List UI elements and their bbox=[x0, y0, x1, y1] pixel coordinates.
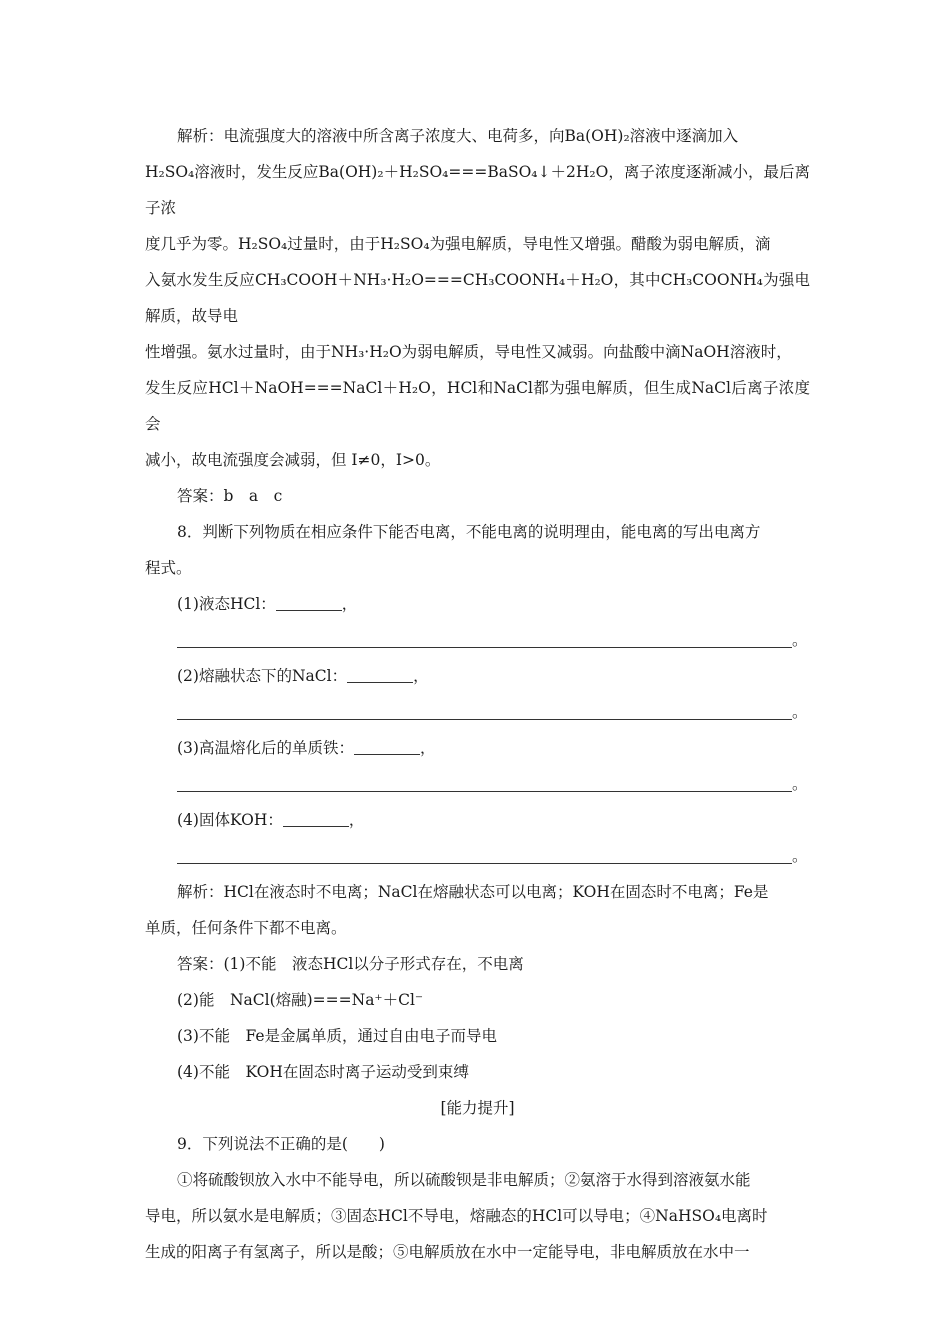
answer-line: (3)不能 Fe是金属单质，通过自由电子而导电 bbox=[177, 1027, 498, 1045]
answer-line: 答案：(1)不能 液态HCl以分子形式存在，不电离 bbox=[177, 955, 524, 973]
analysis-line: 性增强。氨水过量时，由于NH₃·H₂O为弱电解质，导电性又减弱。向盐酸中滴NaOH溶液时， bbox=[145, 343, 792, 361]
answer-blank-line[interactable]: 。 bbox=[145, 694, 810, 730]
question-8-item-4: (4)固体KOH： ， bbox=[145, 802, 810, 838]
analysis-line: H₂SO₄溶液时，发生反应Ba(OH)₂＋H₂SO₄===BaSO₄↓＋2H₂O，离子浓度逐渐减小，最后离子浓 bbox=[145, 163, 810, 217]
section-title: [能力提升] bbox=[440, 1099, 515, 1117]
answer-line: 答案：b a c bbox=[177, 487, 283, 505]
analysis-line: 减小，故电流强度会减弱，但 I≠0，I>0。 bbox=[145, 451, 441, 469]
question-8-stem: 程式。 bbox=[145, 559, 192, 577]
answer-blank[interactable] bbox=[354, 734, 420, 755]
analysis-line: 发生反应HCl＋NaOH===NaCl＋H₂O，HCl和NaCl都为强电解质，但生成NaCl后离子浓度会 bbox=[145, 379, 810, 433]
question-9-stem: 9．下列说法不正确的是( ) bbox=[177, 1135, 385, 1153]
answer-line: (2)能 NaCl(熔融)===Na⁺＋Cl⁻ bbox=[177, 991, 424, 1009]
question-8-item-1: (1)液态HCl： ， bbox=[145, 586, 810, 622]
answer-blank-line[interactable]: 。 bbox=[145, 766, 810, 802]
analysis-line: 解析：HCl在液态时不电离；NaCl在熔融状态可以电离；KOH在固态时不电离；Fe是 bbox=[177, 883, 769, 901]
answer-blank-line[interactable]: 。 bbox=[145, 622, 810, 658]
question-8-stem: 8．判断下列物质在相应条件下能否电离，不能电离的说明理由，能电离的写出电离方 bbox=[177, 523, 761, 541]
question-9-line: 导电，所以氨水是电解质；③固态HCl不导电，熔融态的HCl可以导电；④NaHSO₄电离时 bbox=[145, 1207, 768, 1225]
question-9-line: ①将硫酸钡放入水中不能导电，所以硫酸钡是非电解质；②氨溶于水得到溶液氨水能 bbox=[177, 1171, 751, 1189]
question-9-line: 生成的阳离子有氢离子，所以是酸；⑤电解质放在水中一定能导电，非电解质放在水中一 bbox=[145, 1243, 750, 1261]
document-page bbox=[145, 118, 810, 1270]
question-8-item-3: (3)高温熔化后的单质铁： ， bbox=[145, 730, 810, 766]
answer-blank[interactable] bbox=[276, 590, 342, 611]
answer-line: (4)不能 KOH在固态时离子运动受到束缚 bbox=[177, 1063, 469, 1081]
answer-blank[interactable] bbox=[283, 806, 349, 827]
analysis-line: 入氨水发生反应CH₃COOH＋NH₃·H₂O===CH₃COONH₄＋H₂O，其中CH₃COONH₄为强电解质，故导电 bbox=[145, 271, 810, 325]
analysis-line: 单质，任何条件下都不电离。 bbox=[145, 919, 347, 937]
question-8-item-2: (2)熔融状态下的NaCl： ， bbox=[145, 658, 810, 694]
answer-blank-line[interactable]: 。 bbox=[145, 838, 810, 874]
answer-blank[interactable] bbox=[347, 662, 413, 683]
analysis-line: 解析：电流强度大的溶液中所含离子浓度大、电荷多，向Ba(OH)₂溶液中逐滴加入 bbox=[177, 127, 739, 145]
analysis-line: 度几乎为零。H₂SO₄过量时，由于H₂SO₄为强电解质，导电性又增强。醋酸为弱电解质，滴 bbox=[145, 235, 771, 253]
